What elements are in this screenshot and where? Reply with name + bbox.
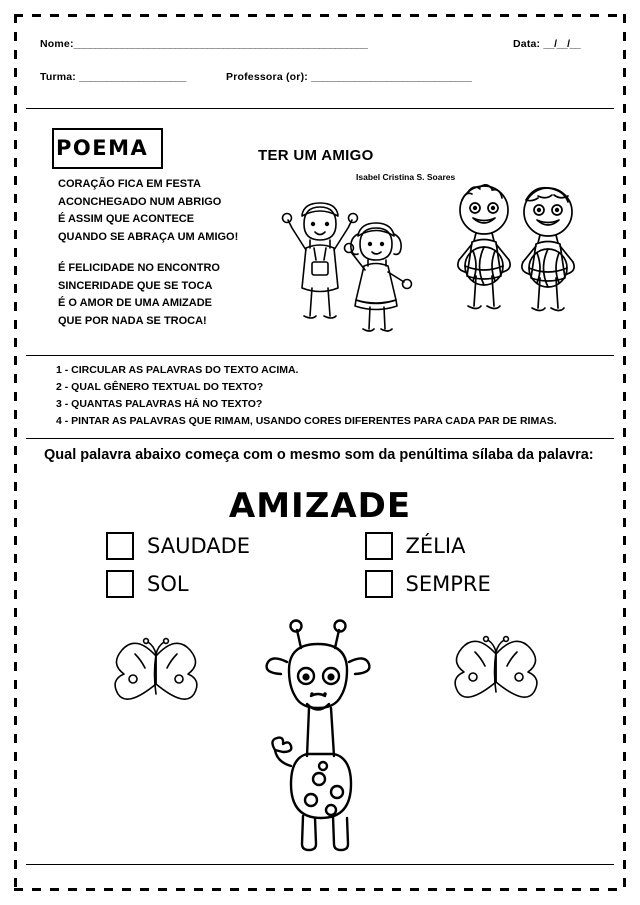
target-word: AMIZADE bbox=[228, 486, 412, 526]
butterfly-right-illustration bbox=[451, 632, 541, 717]
checkbox-saudade[interactable] bbox=[106, 532, 134, 560]
teacher-label: Professora (or): bbox=[226, 71, 308, 83]
activity-prompt: Qual palavra abaixo começa com o mesmo som da penúltima sílaba da palavra: bbox=[44, 447, 594, 463]
class-field[interactable] bbox=[40, 71, 186, 83]
page-border-bottom bbox=[14, 888, 626, 891]
date-label: Data: bbox=[513, 38, 541, 50]
friends-illustration bbox=[446, 170, 596, 340]
checkbox-sempre[interactable] bbox=[365, 570, 393, 598]
divider-activity bbox=[26, 438, 614, 439]
question-item: 4 - PINTAR AS PALAVRAS QUE RIMAM, USANDO CORES DIFERENTES PARA CADA PAR DE RIMAS. bbox=[56, 415, 557, 427]
student-name-line: _______________________________________________________ bbox=[73, 38, 368, 50]
option-label: ZÉLIA bbox=[405, 534, 466, 558]
option-saudade[interactable] bbox=[106, 532, 365, 560]
option-label: SAUDADE bbox=[147, 534, 251, 558]
kids-illustration bbox=[266, 182, 436, 347]
option-row bbox=[106, 570, 556, 598]
page-border-top bbox=[14, 14, 626, 17]
class-label: Turma: bbox=[40, 71, 77, 83]
checkbox-sol[interactable] bbox=[106, 570, 134, 598]
teacher-line: ______________________________ bbox=[311, 71, 472, 83]
checkbox-zelia[interactable] bbox=[365, 532, 393, 560]
date-line: __/__/__ bbox=[543, 38, 581, 50]
poem-title: TER UM AMIGO bbox=[258, 147, 374, 164]
divider-footer bbox=[26, 864, 614, 865]
question-item: 1 - CIRCULAR AS PALAVRAS DO TEXTO ACIMA. bbox=[56, 364, 299, 376]
butterfly-left-illustration bbox=[111, 634, 201, 719]
worksheet-content bbox=[26, 24, 614, 882]
student-name-field[interactable] bbox=[40, 38, 367, 50]
option-label: SEMPRE bbox=[405, 572, 491, 596]
teacher-field[interactable] bbox=[226, 71, 471, 83]
question-item: 3 - QUANTAS PALAVRAS HÁ NO TEXTO? bbox=[56, 398, 263, 410]
poem-stanza-2: É FELICIDADE NO ENCONTRO SINCERIDADE QUE SE TOCA É O AMOR DE UMA AMIZADE QUE POR NADA SE TROCA! bbox=[58, 262, 220, 327]
divider-header bbox=[26, 108, 614, 109]
page-border-right bbox=[623, 14, 626, 891]
poem-author: Isabel Cristina S. Soares bbox=[356, 172, 456, 182]
divider-questions bbox=[26, 355, 614, 356]
page-border-left bbox=[14, 14, 17, 891]
class-line: ____________________ bbox=[79, 71, 186, 83]
option-sol[interactable] bbox=[106, 570, 365, 598]
option-sempre[interactable] bbox=[365, 570, 556, 598]
student-name-label: Nome: bbox=[40, 38, 74, 50]
poem-stanza-1: CORAÇÃO FICA EM FESTA ACONCHEGADO NUM ABRIGO É ASSIM QUE ACONTECE QUANDO SE ABRAÇA UM AMIGO! bbox=[58, 178, 239, 243]
giraffe-illustration bbox=[261, 614, 381, 864]
poem-body bbox=[58, 176, 278, 344]
question-list bbox=[56, 362, 557, 430]
option-zelia[interactable] bbox=[365, 532, 556, 560]
answer-options bbox=[106, 532, 556, 608]
question-item: 2 - QUAL GÊNERO TEXTUAL DO TEXTO? bbox=[56, 381, 264, 393]
option-label: SOL bbox=[147, 572, 189, 596]
poema-section-title: POEMA bbox=[56, 136, 149, 160]
option-row bbox=[106, 532, 556, 560]
date-field[interactable] bbox=[513, 38, 580, 50]
